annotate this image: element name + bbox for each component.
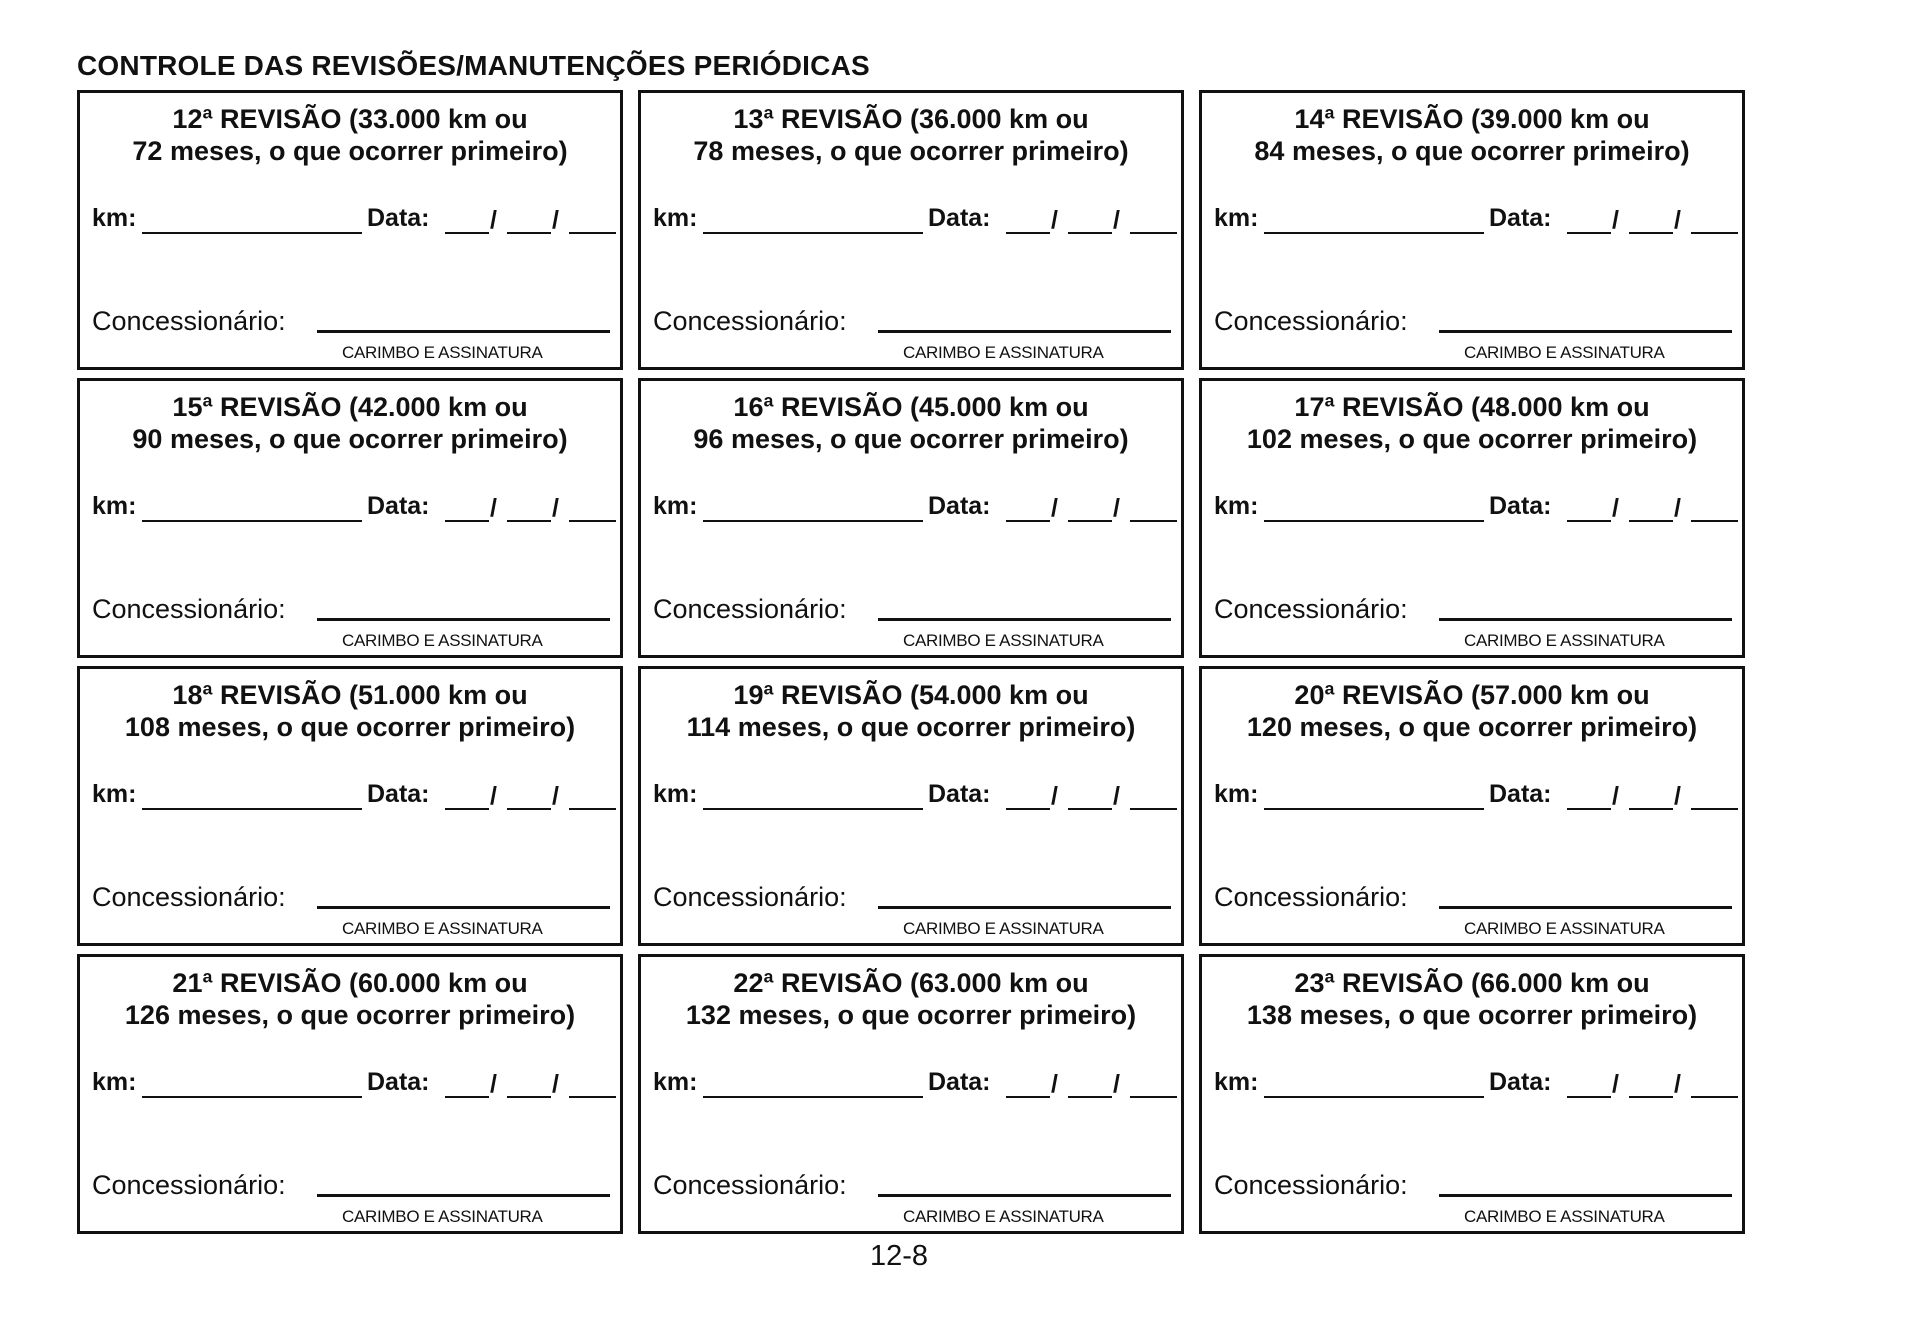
date-slash: / [552,1070,559,1098]
date-label: Data: [928,1068,991,1096]
km-label: km: [1214,780,1259,808]
date-slash: / [1051,494,1058,522]
revision-title [1202,679,1742,743]
revision-card [638,378,1184,658]
revision-card [1199,666,1745,946]
date-year-field[interactable] [1130,232,1177,234]
revision-card [77,378,623,658]
revision-title-line2: 138 meses, o que ocorrer primeiro) [1246,1000,1698,1030]
stamp-signature-caption: CARIMBO E ASSINATURA [342,631,543,650]
dealer-label: Concessionário: [1214,594,1408,624]
stamp-signature-caption: CARIMBO E ASSINATURA [1464,343,1665,362]
date-slash: / [1674,494,1681,522]
dealer-signature-field[interactable] [878,618,1171,621]
km-date-row [653,491,1175,525]
revision-title-line1: 13ª REVISÃO (36.000 km ou [733,104,1089,134]
dealer-label: Concessionário: [653,1170,847,1200]
revision-title-line1: 23ª REVISÃO (66.000 km ou [1294,968,1650,998]
stamp-signature-caption: CARIMBO E ASSINATURA [903,631,1104,650]
dealer-row [92,881,610,915]
km-field[interactable] [703,808,923,810]
revision-card [1199,378,1745,658]
revision-title [1202,391,1742,455]
dealer-row [92,1169,610,1203]
revision-title [641,967,1181,1031]
date-slash: / [1113,1070,1120,1098]
date-slash: / [552,206,559,234]
date-year-field[interactable] [1130,520,1177,522]
revision-title-line1: 22ª REVISÃO (63.000 km ou [733,968,1089,998]
page-number: 12-8 [870,1240,929,1272]
dealer-row [1214,593,1732,627]
date-slash: / [1612,494,1619,522]
dealer-label: Concessionário: [92,1170,286,1200]
km-date-row [92,203,614,237]
dealer-label: Concessionário: [1214,1170,1408,1200]
revision-title-line1: 15ª REVISÃO (42.000 km ou [172,392,528,422]
date-slash: / [1612,782,1619,810]
revision-title-line1: 14ª REVISÃO (39.000 km ou [1294,104,1650,134]
km-date-row [1214,203,1736,237]
date-slash: / [1612,206,1619,234]
date-month-field[interactable] [507,520,551,522]
date-year-field[interactable] [1691,232,1738,234]
revision-title-line2: 120 meses, o que ocorrer primeiro) [1246,712,1698,742]
date-slash: / [1051,1070,1058,1098]
date-slash: / [490,1070,497,1098]
revision-title-line2: 90 meses, o que ocorrer primeiro) [132,424,568,454]
dealer-row [653,881,1171,915]
km-field[interactable] [703,1096,923,1098]
revision-title-line1: 17ª REVISÃO (48.000 km ou [1294,392,1650,422]
date-year-field[interactable] [569,808,616,810]
km-date-row [1214,491,1736,525]
dealer-signature-field[interactable] [1439,1194,1732,1197]
stamp-signature-caption: CARIMBO E ASSINATURA [342,343,543,362]
date-year-field[interactable] [569,232,616,234]
km-label: km: [92,204,137,232]
km-label: km: [653,780,698,808]
revision-title-line2: 132 meses, o que ocorrer primeiro) [685,1000,1137,1030]
date-month-field[interactable] [507,808,551,810]
date-day-field[interactable] [1006,808,1050,810]
date-day-field[interactable] [1567,1096,1611,1098]
km-label: km: [1214,492,1259,520]
dealer-signature-field[interactable] [1439,618,1732,621]
date-month-field[interactable] [1629,808,1673,810]
dealer-signature-field[interactable] [317,618,610,621]
date-day-field[interactable] [445,232,489,234]
km-label: km: [653,492,698,520]
stamp-signature-caption: CARIMBO E ASSINATURA [342,919,543,938]
dealer-signature-field[interactable] [878,906,1171,909]
date-slash: / [552,782,559,810]
dealer-signature-field[interactable] [317,1194,610,1197]
km-date-row [1214,1067,1736,1101]
dealer-row [653,593,1171,627]
dealer-signature-field[interactable] [1439,330,1732,333]
dealer-label: Concessionário: [1214,306,1408,336]
date-month-field[interactable] [507,232,551,234]
date-label: Data: [928,780,991,808]
stamp-signature-caption: CARIMBO E ASSINATURA [1464,631,1665,650]
date-label: Data: [1489,1068,1552,1096]
date-slash: / [1674,782,1681,810]
date-month-field[interactable] [1629,1096,1673,1098]
dealer-row [92,305,610,339]
dealer-row [653,1169,1171,1203]
revision-title-line2: 78 meses, o que ocorrer primeiro) [693,136,1129,166]
date-label: Data: [928,204,991,232]
revision-title [1202,103,1742,167]
date-label: Data: [367,1068,430,1096]
km-label: km: [1214,204,1259,232]
km-label: km: [653,204,698,232]
date-year-field[interactable] [569,520,616,522]
km-date-row [653,203,1175,237]
dealer-row [653,305,1171,339]
revision-title [80,391,620,455]
revision-title [641,391,1181,455]
km-field[interactable] [142,808,362,810]
date-label: Data: [928,492,991,520]
km-date-row [92,491,614,525]
date-slash: / [490,206,497,234]
date-year-field[interactable] [1130,808,1177,810]
dealer-label: Concessionário: [92,594,286,624]
date-month-field[interactable] [1068,520,1112,522]
revision-title-line2: 96 meses, o que ocorrer primeiro) [693,424,1129,454]
revision-title-line2: 102 meses, o que ocorrer primeiro) [1246,424,1698,454]
date-label: Data: [367,204,430,232]
revision-title [80,679,620,743]
dealer-label: Concessionário: [653,594,847,624]
date-slash: / [1051,206,1058,234]
dealer-label: Concessionário: [1214,882,1408,912]
revision-card-grid [77,90,1745,1234]
dealer-label: Concessionário: [92,306,286,336]
date-slash: / [1674,1070,1681,1098]
date-slash: / [1051,782,1058,810]
date-slash: / [552,494,559,522]
revision-card [638,90,1184,370]
km-label: km: [92,780,137,808]
date-day-field[interactable] [445,1096,489,1098]
dealer-signature-field[interactable] [878,1194,1171,1197]
revision-title-line1: 12ª REVISÃO (33.000 km ou [172,104,528,134]
km-label: km: [1214,1068,1259,1096]
revision-title-line1: 18ª REVISÃO (51.000 km ou [172,680,528,710]
revision-title [641,679,1181,743]
date-day-field[interactable] [1567,808,1611,810]
date-day-field[interactable] [1006,232,1050,234]
revision-card [77,90,623,370]
date-day-field[interactable] [1006,520,1050,522]
km-field[interactable] [1264,1096,1484,1098]
date-day-field[interactable] [1567,520,1611,522]
date-year-field[interactable] [1691,520,1738,522]
revision-card [77,666,623,946]
revision-card [1199,954,1745,1234]
km-date-row [92,1067,614,1101]
date-day-field[interactable] [1006,1096,1050,1098]
date-label: Data: [1489,492,1552,520]
date-slash: / [490,494,497,522]
stamp-signature-caption: CARIMBO E ASSINATURA [1464,919,1665,938]
revision-title-line1: 20ª REVISÃO (57.000 km ou [1294,680,1650,710]
km-date-row [653,1067,1175,1101]
dealer-signature-field[interactable] [878,330,1171,333]
km-field[interactable] [142,1096,362,1098]
km-label: km: [92,1068,137,1096]
dealer-signature-field[interactable] [317,330,610,333]
dealer-row [1214,1169,1732,1203]
revision-card [1199,90,1745,370]
date-slash: / [1113,206,1120,234]
stamp-signature-caption: CARIMBO E ASSINATURA [903,1207,1104,1226]
date-label: Data: [367,492,430,520]
date-month-field[interactable] [1068,1096,1112,1098]
date-year-field[interactable] [569,1096,616,1098]
km-field[interactable] [142,520,362,522]
km-field[interactable] [1264,232,1484,234]
km-label: km: [92,492,137,520]
km-field[interactable] [1264,808,1484,810]
revision-title-line2: 114 meses, o que ocorrer primeiro) [686,712,1136,742]
date-month-field[interactable] [1068,232,1112,234]
revision-title-line1: 16ª REVISÃO (45.000 km ou [733,392,1089,422]
stamp-signature-caption: CARIMBO E ASSINATURA [342,1207,543,1226]
dealer-label: Concessionário: [92,882,286,912]
km-date-row [1214,779,1736,813]
revision-title-line2: 84 meses, o que ocorrer primeiro) [1254,136,1690,166]
date-day-field[interactable] [445,520,489,522]
date-month-field[interactable] [1629,520,1673,522]
date-month-field[interactable] [1068,808,1112,810]
date-slash: / [1113,782,1120,810]
km-label: km: [653,1068,698,1096]
km-field[interactable] [703,520,923,522]
date-slash: / [1674,206,1681,234]
revision-title [1202,967,1742,1031]
stamp-signature-caption: CARIMBO E ASSINATURA [903,343,1104,362]
revision-title-line1: 19ª REVISÃO (54.000 km ou [733,680,1089,710]
km-field[interactable] [703,232,923,234]
revision-title-line2: 108 meses, o que ocorrer primeiro) [124,712,576,742]
dealer-signature-field[interactable] [1439,906,1732,909]
stamp-signature-caption: CARIMBO E ASSINATURA [903,919,1104,938]
date-slash: / [490,782,497,810]
date-label: Data: [1489,780,1552,808]
date-label: Data: [367,780,430,808]
dealer-signature-field[interactable] [317,906,610,909]
revision-title-line2: 126 meses, o que ocorrer primeiro) [124,1000,576,1030]
dealer-row [92,593,610,627]
revision-card [77,954,623,1234]
km-field[interactable] [1264,520,1484,522]
dealer-label: Concessionário: [653,882,847,912]
date-slash: / [1612,1070,1619,1098]
dealer-row [1214,881,1732,915]
revision-title [80,103,620,167]
page-title: CONTROLE DAS REVISÕES/MANUTENÇÕES PERIÓDICAS [77,50,870,81]
stamp-signature-caption: CARIMBO E ASSINATURA [1464,1207,1665,1226]
km-date-row [92,779,614,813]
km-date-row [653,779,1175,813]
revision-card [638,666,1184,946]
date-label: Data: [1489,204,1552,232]
date-day-field[interactable] [1567,232,1611,234]
km-field[interactable] [142,232,362,234]
revision-title-line1: 21ª REVISÃO (60.000 km ou [172,968,528,998]
date-month-field[interactable] [1629,232,1673,234]
dealer-label: Concessionário: [653,306,847,336]
revision-title-line2: 72 meses, o que ocorrer primeiro) [132,136,568,166]
date-month-field[interactable] [507,1096,551,1098]
date-year-field[interactable] [1691,808,1738,810]
date-year-field[interactable] [1130,1096,1177,1098]
revision-card [638,954,1184,1234]
dealer-row [1214,305,1732,339]
date-day-field[interactable] [445,808,489,810]
date-slash: / [1113,494,1120,522]
revision-title [641,103,1181,167]
date-year-field[interactable] [1691,1096,1738,1098]
revision-title [80,967,620,1031]
